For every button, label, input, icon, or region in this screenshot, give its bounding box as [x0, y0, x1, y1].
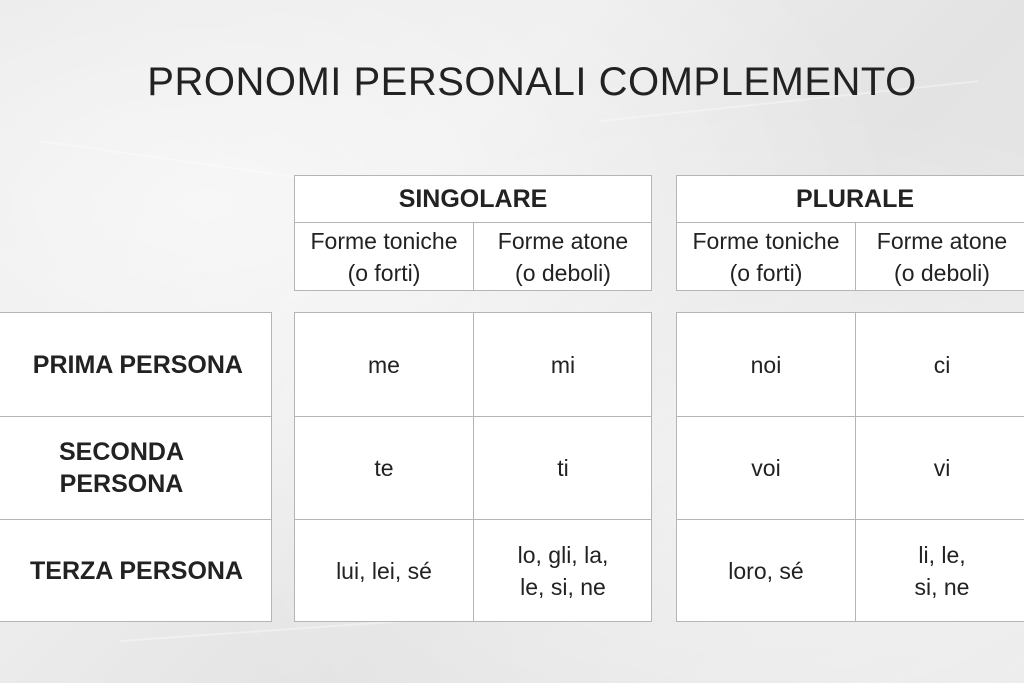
table-cell: loro, sé — [728, 557, 804, 584]
table-cell: lui, lei, sé — [336, 557, 432, 584]
table-cell: voi — [751, 455, 781, 481]
group-title-plurale: PLURALE — [795, 185, 915, 213]
singolare-values — [294, 312, 652, 622]
table-cell: lo, gli, la, le, si, ne — [517, 541, 609, 600]
table-cell: te — [374, 455, 394, 481]
column-header: Forme toniche (o forti) — [692, 227, 840, 286]
table-cell: ti — [557, 455, 569, 481]
singolare-header — [294, 175, 652, 291]
table-cell: noi — [750, 351, 782, 378]
group-title-singolare: SINGOLARE — [398, 185, 548, 213]
table-cell: ci — [933, 351, 951, 378]
row-label-terza: TERZA PERSONA — [30, 556, 243, 585]
table-cell: vi — [933, 455, 951, 481]
row-labels — [0, 312, 272, 622]
plurale-header — [676, 175, 1024, 291]
table-cell: me — [368, 351, 400, 378]
column-header: Forme toniche (o forti) — [310, 227, 458, 286]
column-header: Forme atone (o deboli) — [497, 227, 629, 286]
page-title: PRONOMI PERSONALI COMPLEMENTO — [147, 60, 917, 104]
table-cell: li, le, si, ne — [914, 541, 970, 600]
plurale-values — [676, 312, 1024, 622]
row-label-seconda: SECONDA PERSONA — [58, 438, 184, 498]
column-header: Forme atone (o deboli) — [876, 227, 1008, 286]
row-label-prima: PRIMA PERSONA — [32, 350, 243, 379]
table-cell: mi — [550, 351, 576, 378]
